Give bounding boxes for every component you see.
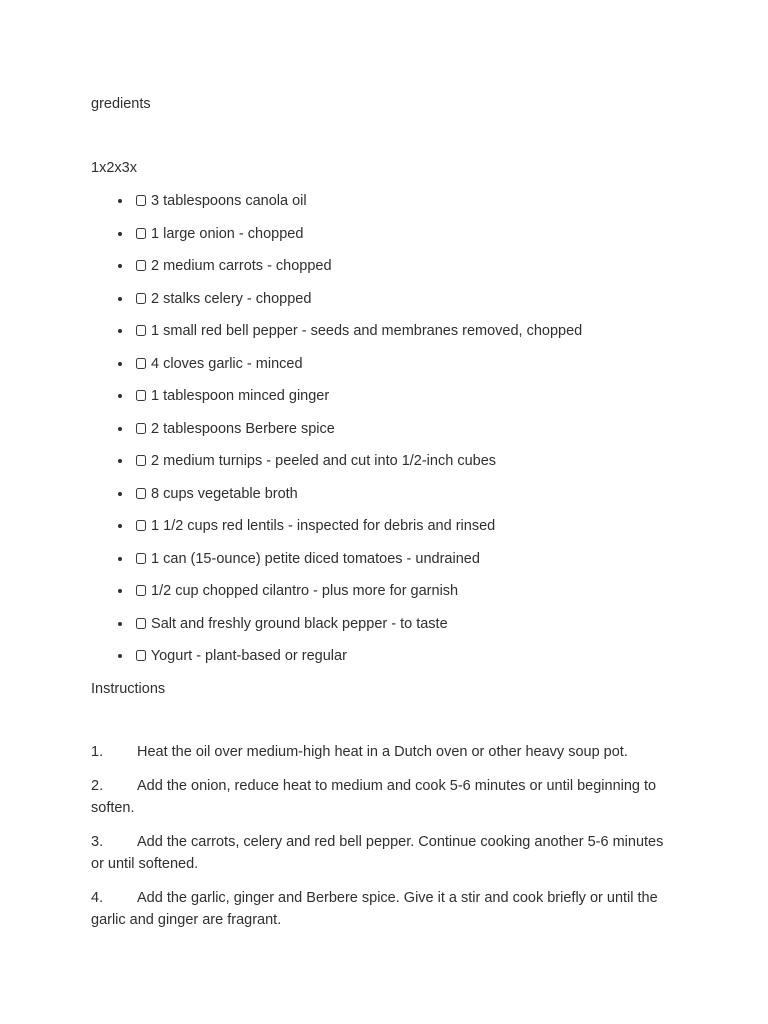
bullet-icon bbox=[118, 524, 122, 528]
ingredients-list bbox=[91, 190, 677, 667]
ingredient-item bbox=[91, 288, 677, 310]
checkbox-icon[interactable] bbox=[136, 358, 146, 369]
ingredients-heading: gredients bbox=[91, 96, 151, 112]
step-text: Add the garlic, ginger and Berbere spice. Give it a stir and cook briefly or until the garlic and ginger are fragrant. bbox=[91, 890, 658, 928]
bullet-icon bbox=[118, 589, 122, 593]
servings-multiplier-toggle[interactable]: 1x2x3x bbox=[91, 160, 137, 176]
checkbox-icon[interactable] bbox=[136, 390, 146, 401]
checkbox-icon[interactable] bbox=[136, 423, 146, 434]
step-text: Add the carrots, celery and red bell pepper. Continue cooking another 5-6 minutes or until softened. bbox=[91, 834, 664, 872]
ingredient-item bbox=[91, 320, 677, 342]
bullet-icon bbox=[118, 232, 122, 236]
bullet-icon bbox=[118, 329, 122, 333]
checkbox-icon[interactable] bbox=[136, 553, 146, 564]
step-text: Heat the oil over medium-high heat in a Dutch oven or other heavy soup pot. bbox=[137, 744, 628, 760]
ingredient-text: 2 medium turnips - peeled and cut into 1/2-inch cubes bbox=[151, 453, 497, 469]
instruction-step bbox=[91, 887, 677, 931]
ingredient-item bbox=[91, 548, 677, 570]
ingredient-text: 1 small red bell pepper - seeds and membranes removed, chopped bbox=[151, 323, 583, 339]
ingredient-item bbox=[91, 515, 677, 537]
checkbox-icon[interactable] bbox=[136, 195, 146, 206]
ingredient-text: 2 medium carrots - chopped bbox=[151, 258, 332, 274]
bullet-icon bbox=[118, 492, 122, 496]
bullet-icon bbox=[118, 394, 122, 398]
ingredient-text: 8 cups vegetable broth bbox=[151, 485, 298, 502]
ingredient-item bbox=[91, 418, 677, 440]
ingredient-text: Salt and freshly ground black pepper - to taste bbox=[151, 615, 448, 632]
ingredient-text: 4 cloves garlic - minced bbox=[151, 355, 303, 372]
ingredient-text: 1 large onion - chopped bbox=[151, 225, 304, 242]
checkbox-icon[interactable] bbox=[136, 618, 146, 629]
ingredient-text: Yogurt - plant-based or regular bbox=[150, 648, 347, 664]
ingredient-text: 1 1/2 cups red lentils - inspected for debris and rinsed bbox=[151, 518, 496, 534]
ingredient-text: 1 tablespoon minced ginger bbox=[151, 388, 330, 404]
checkbox-icon[interactable] bbox=[136, 585, 146, 596]
ingredient-item bbox=[91, 255, 677, 277]
step-number: 2. bbox=[91, 778, 104, 794]
ingredient-item bbox=[91, 223, 677, 245]
bullet-icon bbox=[118, 459, 122, 463]
checkbox-icon[interactable] bbox=[136, 455, 146, 466]
step-number: 4. bbox=[91, 890, 104, 906]
instruction-step bbox=[91, 775, 677, 819]
bullet-icon bbox=[118, 654, 122, 658]
ingredient-text: 2 tablespoons Berbere spice bbox=[151, 420, 335, 437]
checkbox-icon[interactable] bbox=[136, 488, 146, 499]
ingredient-text: 3 tablespoons canola oil bbox=[151, 193, 307, 209]
bullet-icon bbox=[118, 557, 122, 561]
step-number: 3. bbox=[91, 834, 104, 850]
checkbox-icon[interactable] bbox=[136, 293, 146, 304]
bullet-icon bbox=[118, 362, 122, 366]
ingredient-item bbox=[91, 580, 677, 602]
ingredient-item bbox=[91, 645, 677, 667]
bullet-icon bbox=[118, 427, 122, 431]
step-number: 1. bbox=[91, 744, 104, 760]
ingredient-text: 2 stalks celery - chopped bbox=[151, 290, 312, 307]
ingredient-item bbox=[91, 353, 677, 375]
bullet-icon bbox=[118, 297, 122, 301]
ingredient-item bbox=[91, 190, 677, 212]
bullet-icon bbox=[118, 622, 122, 626]
ingredient-item bbox=[91, 483, 677, 505]
ingredient-text: 1/2 cup chopped cilantro - plus more for garnish bbox=[151, 583, 459, 599]
checkbox-icon[interactable] bbox=[136, 325, 146, 336]
checkbox-icon[interactable] bbox=[136, 228, 146, 239]
ingredient-item bbox=[91, 613, 677, 635]
bullet-icon bbox=[118, 264, 122, 268]
ingredient-item bbox=[91, 385, 677, 407]
checkbox-icon[interactable] bbox=[136, 520, 146, 531]
checkbox-icon[interactable] bbox=[136, 260, 146, 271]
checkbox-icon[interactable] bbox=[136, 650, 146, 661]
instruction-step bbox=[91, 831, 677, 875]
instructions-list bbox=[91, 741, 677, 931]
instruction-step bbox=[91, 741, 677, 763]
ingredient-item bbox=[91, 450, 677, 472]
ingredient-text: 1 can (15-ounce) petite diced tomatoes - undrained bbox=[151, 550, 480, 567]
instructions-heading: Instructions bbox=[91, 681, 166, 697]
bullet-icon bbox=[118, 199, 122, 203]
step-text: Add the onion, reduce heat to medium and cook 5-6 minutes or until beginning to soften. bbox=[91, 778, 657, 816]
